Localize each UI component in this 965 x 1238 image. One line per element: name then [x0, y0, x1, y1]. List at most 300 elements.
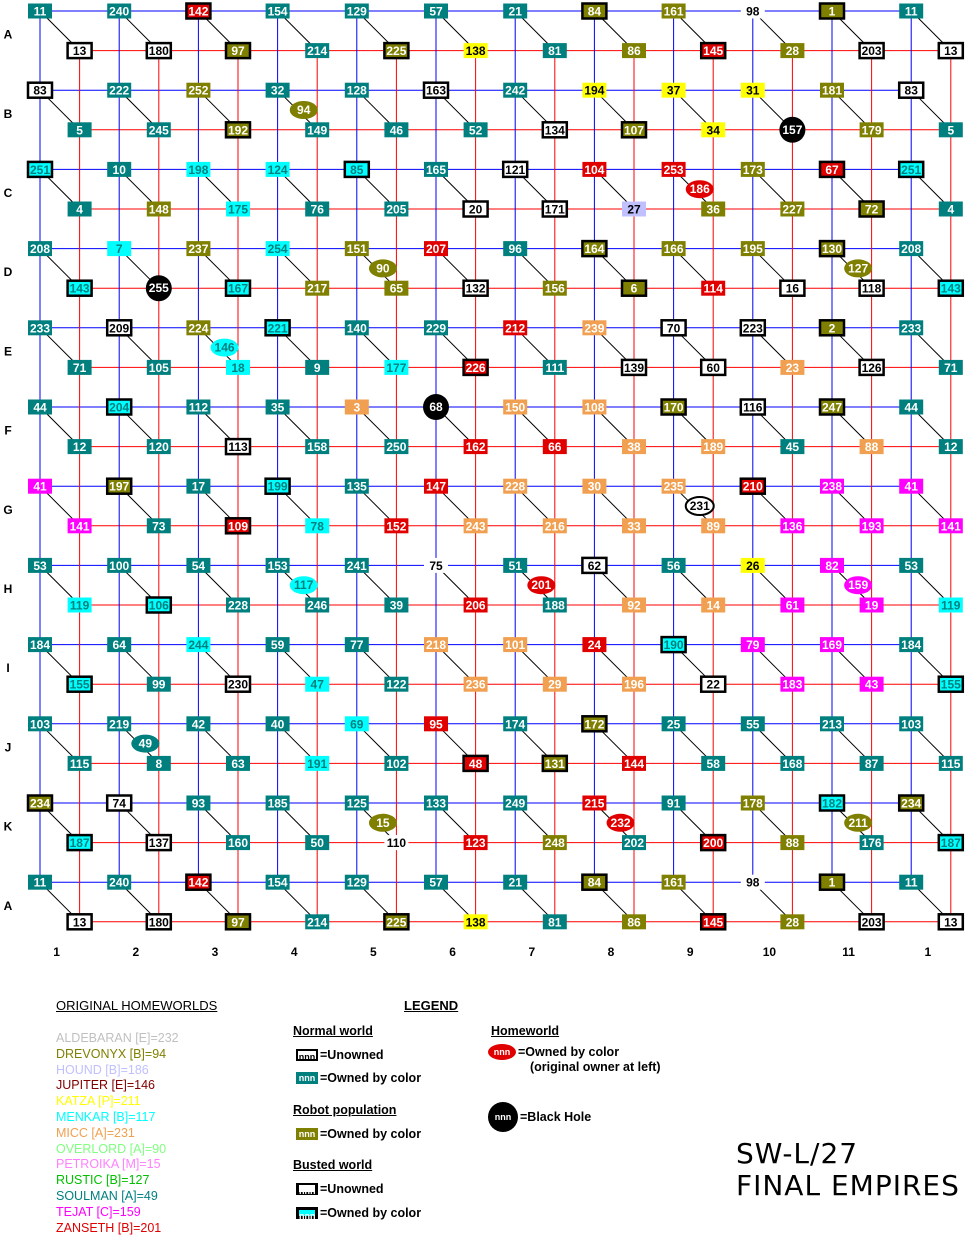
sector[interactable]	[424, 241, 448, 256]
homeworld-oval[interactable]	[290, 576, 318, 594]
sector[interactable]	[662, 320, 686, 335]
sector[interactable]	[503, 637, 527, 652]
sector[interactable]	[662, 400, 686, 415]
sector[interactable]	[582, 558, 606, 573]
sector[interactable]	[860, 835, 884, 850]
sector[interactable]	[226, 202, 250, 217]
homeworld-oval[interactable]	[290, 101, 318, 119]
sector[interactable]	[543, 518, 567, 533]
sector[interactable]	[503, 400, 527, 415]
sector[interactable]	[582, 4, 606, 19]
sector[interactable]	[741, 320, 765, 335]
sector[interactable]	[107, 320, 131, 335]
sector[interactable]	[820, 162, 844, 177]
sector[interactable]	[503, 558, 527, 573]
homeworld-oval[interactable]	[686, 180, 714, 198]
sector[interactable]	[503, 4, 527, 19]
sector[interactable]	[68, 914, 92, 929]
sector[interactable]	[741, 796, 765, 811]
sector[interactable]	[107, 162, 131, 177]
sector[interactable]	[345, 637, 369, 652]
sector[interactable]	[701, 43, 725, 58]
sector[interactable]	[820, 637, 844, 652]
sector[interactable]	[662, 241, 686, 256]
sector[interactable]	[582, 83, 606, 98]
sector[interactable]	[860, 122, 884, 137]
sector[interactable]	[266, 479, 290, 494]
sector[interactable]	[939, 598, 963, 613]
sector[interactable]	[899, 4, 923, 19]
sector[interactable]	[464, 360, 488, 375]
sector[interactable]	[899, 241, 923, 256]
sector[interactable]	[582, 320, 606, 335]
sector[interactable]	[226, 756, 250, 771]
sector[interactable]	[266, 320, 290, 335]
sector[interactable]	[147, 756, 171, 771]
sector[interactable]	[423, 394, 449, 420]
sector[interactable]	[582, 716, 606, 731]
sector[interactable]	[28, 83, 52, 98]
sector[interactable]	[28, 4, 52, 19]
sector[interactable]	[899, 637, 923, 652]
sector[interactable]	[662, 875, 686, 890]
sector[interactable]	[662, 558, 686, 573]
sector[interactable]	[939, 43, 963, 58]
sector[interactable]	[939, 360, 963, 375]
sector[interactable]	[503, 479, 527, 494]
homeworld-oval[interactable]	[369, 259, 397, 277]
sector[interactable]	[384, 677, 408, 692]
sector[interactable]	[424, 796, 448, 811]
homeworld-oval[interactable]	[131, 735, 159, 753]
sector[interactable]	[345, 400, 369, 415]
sector[interactable]	[28, 320, 52, 335]
sector[interactable]	[266, 400, 290, 415]
sector[interactable]	[582, 875, 606, 890]
sector[interactable]	[820, 479, 844, 494]
sector[interactable]	[939, 202, 963, 217]
sector[interactable]	[305, 122, 329, 137]
sector[interactable]	[622, 756, 646, 771]
sector[interactable]	[662, 479, 686, 494]
sector[interactable]	[464, 756, 488, 771]
sector[interactable]	[464, 202, 488, 217]
sector[interactable]	[28, 558, 52, 573]
sector[interactable]	[622, 677, 646, 692]
homeworld-oval[interactable]	[527, 576, 555, 594]
sector[interactable]	[741, 400, 765, 415]
sector[interactable]	[68, 439, 92, 454]
sector[interactable]	[701, 122, 725, 137]
sector[interactable]	[107, 558, 131, 573]
sector[interactable]	[543, 202, 567, 217]
sector[interactable]	[860, 756, 884, 771]
sector[interactable]	[543, 281, 567, 296]
sector[interactable]	[424, 320, 448, 335]
sector[interactable]	[28, 716, 52, 731]
sector[interactable]	[68, 756, 92, 771]
sector[interactable]	[860, 281, 884, 296]
sector[interactable]	[305, 756, 329, 771]
sector[interactable]	[662, 637, 686, 652]
sector[interactable]	[226, 43, 250, 58]
sector[interactable]	[305, 439, 329, 454]
sector[interactable]	[186, 4, 210, 19]
sector[interactable]	[939, 439, 963, 454]
sector[interactable]	[780, 202, 804, 217]
sector[interactable]	[147, 835, 171, 850]
sector[interactable]	[503, 716, 527, 731]
sector[interactable]	[820, 4, 844, 19]
sector[interactable]	[701, 756, 725, 771]
sector[interactable]	[28, 796, 52, 811]
sector[interactable]	[107, 637, 131, 652]
sector[interactable]	[305, 677, 329, 692]
sector[interactable]	[28, 637, 52, 652]
sector[interactable]	[582, 241, 606, 256]
sector[interactable]	[186, 479, 210, 494]
sector[interactable]	[186, 241, 210, 256]
sector[interactable]	[464, 914, 488, 929]
sector[interactable]	[424, 637, 448, 652]
sector[interactable]	[820, 320, 844, 335]
sector[interactable]	[424, 162, 448, 177]
sector[interactable]	[779, 117, 805, 143]
sector[interactable]	[582, 162, 606, 177]
sector[interactable]	[503, 83, 527, 98]
sector[interactable]	[384, 835, 408, 850]
sector[interactable]	[860, 598, 884, 613]
sector[interactable]	[701, 439, 725, 454]
sector[interactable]	[780, 281, 804, 296]
sector[interactable]	[622, 518, 646, 533]
sector[interactable]	[939, 122, 963, 137]
sector[interactable]	[345, 320, 369, 335]
sector[interactable]	[107, 796, 131, 811]
sector[interactable]	[305, 835, 329, 850]
sector[interactable]	[622, 360, 646, 375]
sector[interactable]	[860, 360, 884, 375]
sector[interactable]	[424, 875, 448, 890]
sector[interactable]	[147, 518, 171, 533]
homeworld-oval[interactable]	[369, 814, 397, 832]
sector[interactable]	[701, 598, 725, 613]
sector[interactable]	[147, 598, 171, 613]
sector[interactable]	[146, 275, 172, 301]
sector[interactable]	[582, 479, 606, 494]
homeworld-oval[interactable]	[211, 339, 239, 357]
homeworld-oval[interactable]	[844, 576, 872, 594]
sector[interactable]	[543, 835, 567, 850]
sector[interactable]	[384, 360, 408, 375]
sector[interactable]	[226, 439, 250, 454]
sector[interactable]	[384, 122, 408, 137]
sector[interactable]	[345, 162, 369, 177]
sector[interactable]	[147, 202, 171, 217]
sector[interactable]	[780, 914, 804, 929]
sector[interactable]	[107, 716, 131, 731]
sector[interactable]	[68, 43, 92, 58]
sector[interactable]	[384, 756, 408, 771]
sector[interactable]	[107, 4, 131, 19]
homeworld-oval[interactable]	[844, 259, 872, 277]
sector[interactable]	[107, 400, 131, 415]
sector[interactable]	[899, 796, 923, 811]
sector[interactable]	[266, 558, 290, 573]
sector[interactable]	[345, 241, 369, 256]
sector[interactable]	[68, 598, 92, 613]
sector[interactable]	[701, 202, 725, 217]
sector[interactable]	[186, 400, 210, 415]
sector[interactable]	[305, 914, 329, 929]
sector[interactable]	[186, 875, 210, 890]
sector[interactable]	[780, 43, 804, 58]
sector[interactable]	[780, 835, 804, 850]
sector[interactable]	[345, 716, 369, 731]
sector[interactable]	[543, 43, 567, 58]
sector[interactable]	[622, 914, 646, 929]
sector[interactable]	[662, 4, 686, 19]
sector[interactable]	[464, 122, 488, 137]
sector[interactable]	[503, 241, 527, 256]
sector[interactable]	[741, 558, 765, 573]
sector[interactable]	[860, 202, 884, 217]
sector[interactable]	[622, 122, 646, 137]
sector[interactable]	[384, 281, 408, 296]
sector[interactable]	[860, 43, 884, 58]
sector[interactable]	[899, 716, 923, 731]
sector[interactable]	[503, 796, 527, 811]
sector[interactable]	[147, 122, 171, 137]
sector[interactable]	[543, 756, 567, 771]
sector[interactable]	[107, 241, 131, 256]
sector[interactable]	[384, 43, 408, 58]
sector[interactable]	[741, 716, 765, 731]
sector[interactable]	[939, 677, 963, 692]
sector[interactable]	[701, 835, 725, 850]
sector[interactable]	[820, 400, 844, 415]
sector[interactable]	[701, 360, 725, 375]
sector[interactable]	[582, 637, 606, 652]
sector[interactable]	[939, 518, 963, 533]
sector[interactable]	[464, 598, 488, 613]
sector[interactable]	[226, 598, 250, 613]
sector[interactable]	[622, 202, 646, 217]
sector[interactable]	[780, 360, 804, 375]
sector[interactable]	[305, 43, 329, 58]
sector[interactable]	[147, 677, 171, 692]
sector[interactable]	[68, 122, 92, 137]
sector[interactable]	[28, 162, 52, 177]
sector[interactable]	[384, 202, 408, 217]
sector[interactable]	[741, 162, 765, 177]
sector[interactable]	[860, 914, 884, 929]
sector[interactable]	[68, 202, 92, 217]
sector[interactable]	[820, 796, 844, 811]
sector[interactable]	[820, 875, 844, 890]
sector[interactable]	[741, 637, 765, 652]
sector[interactable]	[622, 835, 646, 850]
sector[interactable]	[780, 756, 804, 771]
sector[interactable]	[899, 558, 923, 573]
sector[interactable]	[147, 439, 171, 454]
sector[interactable]	[107, 875, 131, 890]
sector[interactable]	[266, 83, 290, 98]
sector[interactable]	[305, 281, 329, 296]
sector[interactable]	[345, 875, 369, 890]
sector[interactable]	[226, 914, 250, 929]
sector[interactable]	[741, 4, 765, 19]
sector[interactable]	[226, 281, 250, 296]
sector[interactable]	[226, 360, 250, 375]
sector[interactable]	[305, 518, 329, 533]
sector[interactable]	[28, 875, 52, 890]
sector[interactable]	[345, 4, 369, 19]
sector[interactable]	[543, 677, 567, 692]
sector[interactable]	[464, 835, 488, 850]
sector[interactable]	[622, 439, 646, 454]
sector[interactable]	[345, 479, 369, 494]
sector[interactable]	[384, 439, 408, 454]
sector[interactable]	[186, 83, 210, 98]
sector[interactable]	[226, 835, 250, 850]
sector[interactable]	[741, 241, 765, 256]
sector[interactable]	[345, 558, 369, 573]
sector[interactable]	[266, 875, 290, 890]
sector[interactable]	[780, 598, 804, 613]
sector[interactable]	[345, 796, 369, 811]
sector[interactable]	[28, 400, 52, 415]
sector[interactable]	[345, 83, 369, 98]
sector[interactable]	[780, 677, 804, 692]
homeworld-oval[interactable]	[686, 497, 714, 515]
sector[interactable]	[424, 479, 448, 494]
sector[interactable]	[662, 162, 686, 177]
sector[interactable]	[266, 637, 290, 652]
sector[interactable]	[186, 162, 210, 177]
sector[interactable]	[543, 122, 567, 137]
sector[interactable]	[503, 162, 527, 177]
sector[interactable]	[384, 598, 408, 613]
sector[interactable]	[820, 716, 844, 731]
sector[interactable]	[68, 281, 92, 296]
sector[interactable]	[107, 83, 131, 98]
sector[interactable]	[305, 360, 329, 375]
sector[interactable]	[741, 83, 765, 98]
sector[interactable]	[147, 914, 171, 929]
sector[interactable]	[622, 43, 646, 58]
sector[interactable]	[266, 241, 290, 256]
sector[interactable]	[464, 281, 488, 296]
sector[interactable]	[701, 914, 725, 929]
sector[interactable]	[28, 241, 52, 256]
sector[interactable]	[662, 716, 686, 731]
homeworld-oval[interactable]	[844, 814, 872, 832]
sector[interactable]	[186, 796, 210, 811]
sector[interactable]	[424, 558, 448, 573]
sector[interactable]	[582, 400, 606, 415]
sector[interactable]	[68, 677, 92, 692]
sector[interactable]	[266, 4, 290, 19]
sector[interactable]	[147, 43, 171, 58]
sector[interactable]	[107, 479, 131, 494]
sector[interactable]	[424, 83, 448, 98]
sector[interactable]	[186, 320, 210, 335]
sector[interactable]	[384, 518, 408, 533]
sector[interactable]	[543, 439, 567, 454]
sector[interactable]	[147, 360, 171, 375]
sector[interactable]	[939, 914, 963, 929]
sector[interactable]	[305, 598, 329, 613]
sector[interactable]	[68, 835, 92, 850]
sector[interactable]	[899, 162, 923, 177]
sector[interactable]	[226, 518, 250, 533]
sector[interactable]	[899, 320, 923, 335]
sector[interactable]	[701, 677, 725, 692]
sector[interactable]	[780, 518, 804, 533]
sector[interactable]	[226, 677, 250, 692]
sector[interactable]	[68, 360, 92, 375]
sector[interactable]	[860, 518, 884, 533]
sector[interactable]	[503, 320, 527, 335]
sector[interactable]	[424, 4, 448, 19]
sector[interactable]	[424, 716, 448, 731]
sector[interactable]	[820, 558, 844, 573]
sector[interactable]	[622, 281, 646, 296]
sector[interactable]	[464, 677, 488, 692]
sector[interactable]	[384, 914, 408, 929]
sector[interactable]	[899, 875, 923, 890]
sector[interactable]	[543, 598, 567, 613]
sector[interactable]	[622, 598, 646, 613]
sector[interactable]	[939, 281, 963, 296]
sector[interactable]	[266, 162, 290, 177]
sector[interactable]	[860, 677, 884, 692]
sector[interactable]	[820, 83, 844, 98]
sector[interactable]	[266, 716, 290, 731]
sector[interactable]	[464, 43, 488, 58]
sector[interactable]	[899, 83, 923, 98]
sector[interactable]	[464, 518, 488, 533]
sector[interactable]	[899, 479, 923, 494]
sector[interactable]	[503, 875, 527, 890]
sector[interactable]	[305, 202, 329, 217]
sector[interactable]	[939, 756, 963, 771]
sector[interactable]	[780, 439, 804, 454]
sector[interactable]	[939, 835, 963, 850]
sector[interactable]	[543, 360, 567, 375]
sector[interactable]	[186, 637, 210, 652]
sector[interactable]	[68, 518, 92, 533]
sector[interactable]	[464, 439, 488, 454]
sector[interactable]	[662, 796, 686, 811]
sector[interactable]	[741, 875, 765, 890]
sector[interactable]	[186, 716, 210, 731]
sector[interactable]	[543, 914, 567, 929]
sector[interactable]	[860, 439, 884, 454]
sector[interactable]	[662, 83, 686, 98]
sector[interactable]	[701, 281, 725, 296]
sector[interactable]	[226, 122, 250, 137]
sector[interactable]	[899, 400, 923, 415]
sector[interactable]	[266, 796, 290, 811]
homeworld-oval[interactable]	[607, 814, 635, 832]
sector[interactable]	[820, 241, 844, 256]
sector[interactable]	[701, 518, 725, 533]
sector[interactable]	[582, 796, 606, 811]
sector[interactable]	[741, 479, 765, 494]
sector[interactable]	[28, 479, 52, 494]
